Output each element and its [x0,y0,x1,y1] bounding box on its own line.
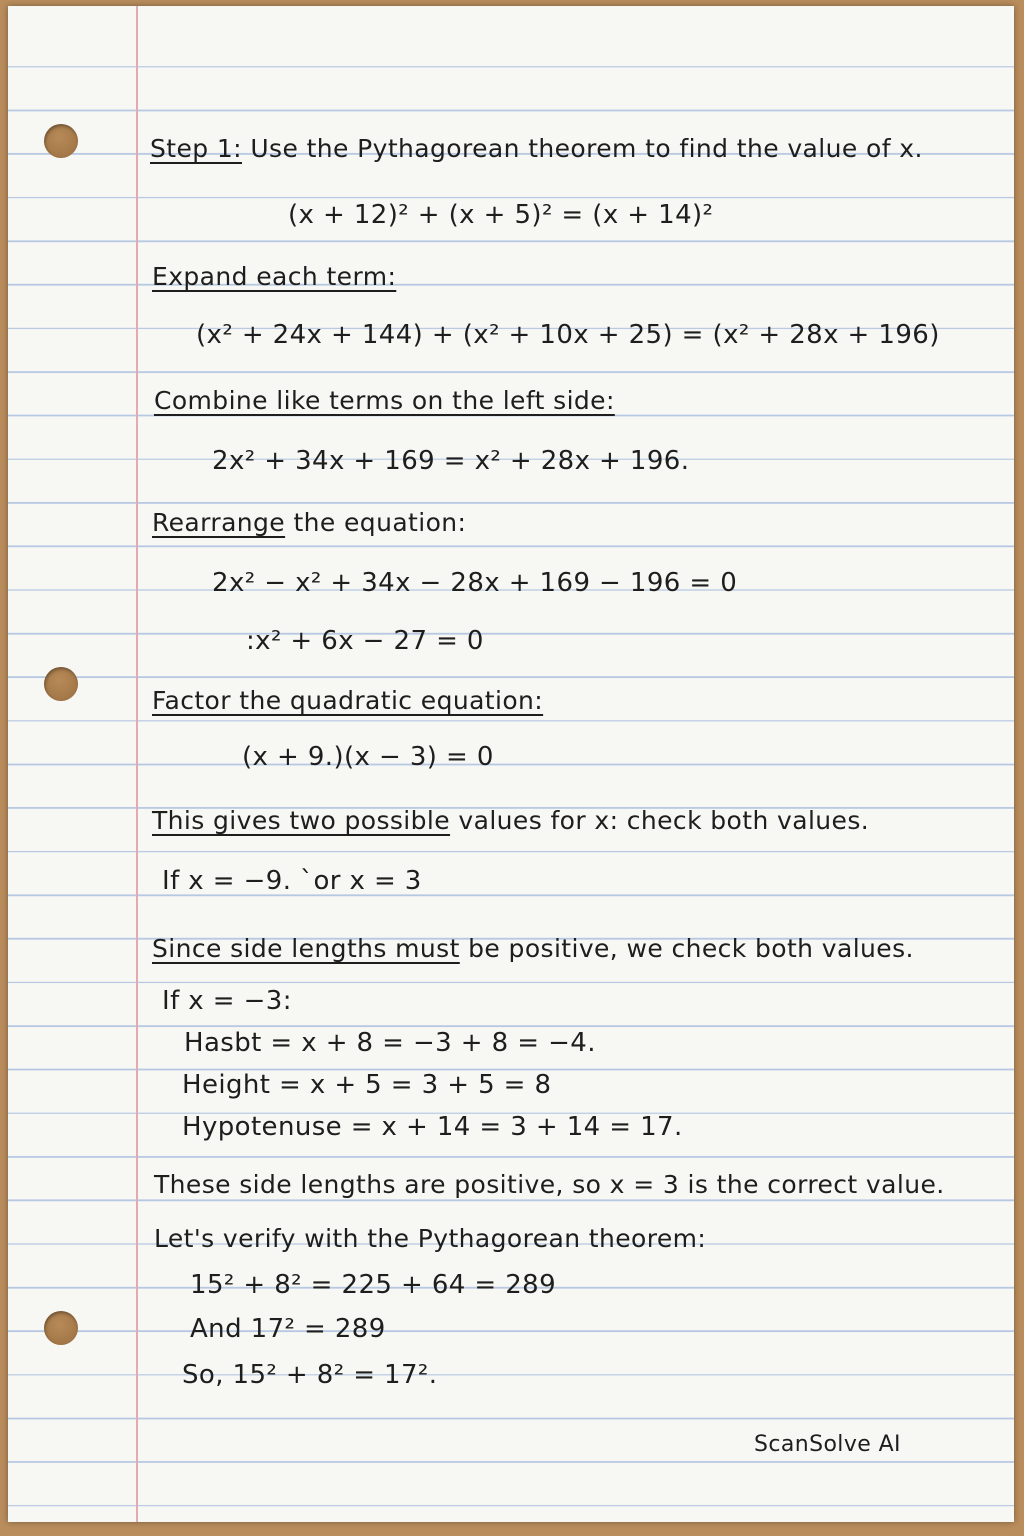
simplified-equation: :x² + 6x − 27 = 0 [246,626,484,656]
expand-label: Expand each term: [152,262,397,291]
step1-label: Step 1: [150,134,242,163]
positive-check-label: Since side lengths must [152,934,460,963]
expanded-equation: (x² + 24x + 144) + (x² + 10x + 25) = (x² + 28x + 196) [196,320,940,350]
rearrange-label: Rearrange [152,508,286,537]
solutions-line: If x = −9. `or x = 3 [162,866,422,896]
verify-line-3: So, 15² + 8² = 17². [182,1360,438,1390]
step1-line [150,134,923,163]
brand-signature: ScanSolve AI [754,1432,901,1457]
punch-hole-bottom [44,1311,78,1345]
height-line: Height = x + 5 = 3 + 5 = 8 [182,1070,552,1100]
rearranged-equation: 2x² − x² + 34x − 28x + 169 − 196 = 0 [212,568,738,598]
positive-check-line [152,934,914,963]
rearrange-line [152,508,466,537]
verify-line-1: 15² + 8² = 225 + 64 = 289 [190,1270,557,1300]
factored-equation: (x + 9.)(x − 3) = 0 [242,742,494,772]
punch-hole-top [44,124,78,158]
step1-text: Use the Pythagorean theorem to find the value of x. [250,134,923,163]
base-line: Hasbt = x + 8 = −3 + 8 = −4. [184,1028,596,1058]
rearrange-text: the equation: [293,508,467,537]
factor-label: Factor the quadratic equation: [152,686,544,715]
two-values-text: values for x: check both values. [458,806,870,835]
hypotenuse-line: Hypotenuse = x + 14 = 3 + 14 = 17. [182,1112,683,1142]
two-values-label: This gives two possible [152,806,451,835]
if-x-line: If x = −3: [162,986,292,1016]
notebook-paper [8,6,1014,1522]
conclusion-line: These side lengths are positive, so x = 3 is the correct value. [154,1170,945,1199]
two-values-line [152,806,869,835]
pythagorean-equation: (x + 12)² + (x + 5)² = (x + 14)² [288,200,714,230]
punch-hole-middle [44,667,78,701]
verify-intro-line: Let's verify with the Pythagorean theorem: [154,1224,707,1253]
combined-equation: 2x² + 34x + 169 = x² + 28x + 196. [212,446,690,476]
combine-label: Combine like terms on the left side: [154,386,615,415]
positive-check-text: be positive, we check both values. [468,934,914,963]
margin-line [136,6,138,1522]
verify-line-2: And 17² = 289 [190,1314,386,1344]
